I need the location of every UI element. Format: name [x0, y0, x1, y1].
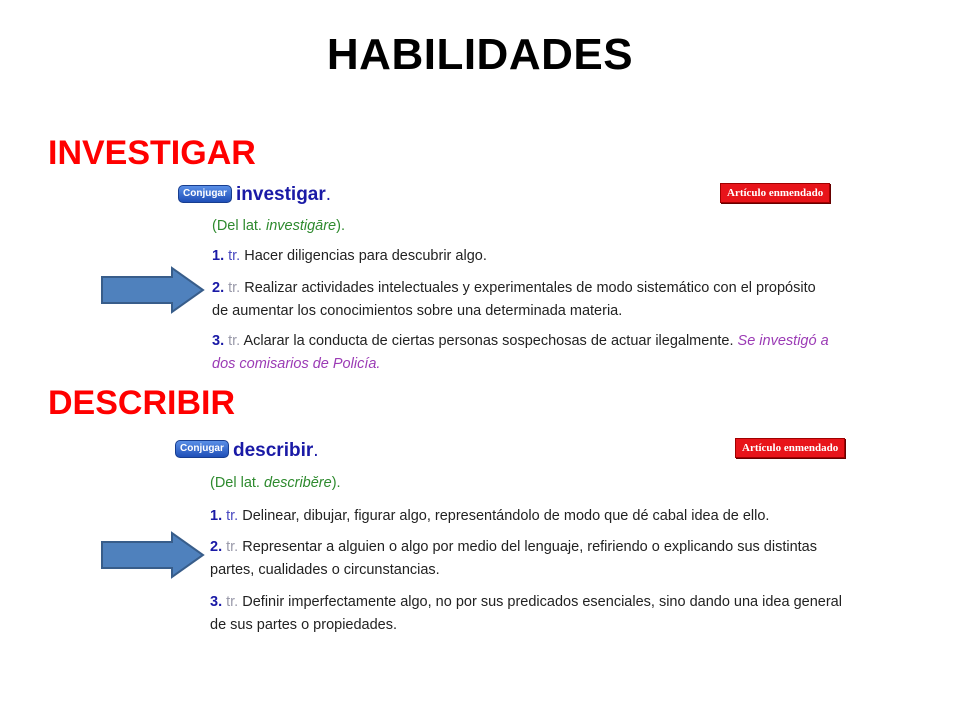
amended-article-badge[interactable]: Artículo enmendado — [735, 438, 845, 458]
sense-grammar: tr. — [226, 539, 239, 555]
sense-1 — [210, 505, 860, 528]
sense-grammar: tr. — [226, 508, 239, 524]
sense-grammar: tr. — [228, 333, 241, 349]
sense-grammar: tr. — [228, 248, 241, 264]
etym-suffix: ). — [336, 218, 345, 234]
sense-text: Realizar actividades intelectuales y experimentales de modo sistemático con el propósito de aumentar los conocimientos sobre una determinada materia. — [212, 280, 816, 319]
sense-2 — [210, 536, 850, 582]
etym-latin: investigāre — [266, 218, 337, 234]
sense-text: Definir imperfectamente algo, no por sus predicados esenciales, sino dando una idea general de sus partes o propiedades. — [210, 594, 842, 633]
section-heading-investigar: INVESTIGAR — [48, 134, 256, 172]
sense-number: 2. — [210, 539, 223, 555]
etymology — [210, 475, 341, 491]
sense-number: 3. — [210, 594, 223, 610]
conjugate-button[interactable]: Conjugar — [175, 440, 229, 458]
lemma-word: investigar — [236, 184, 326, 205]
entry-lemma — [233, 440, 319, 462]
sense-text: Delinear, dibujar, figurar algo, representándolo de modo que dé cabal idea de ello. — [242, 508, 770, 524]
entry-lemma — [236, 184, 331, 206]
sense-grammar: tr. — [226, 594, 239, 610]
dictionary-entry-describir — [170, 432, 870, 642]
arrow-right-icon — [100, 266, 206, 314]
sense-1 — [212, 245, 832, 268]
sense-2 — [212, 277, 832, 323]
sense-text: Aclarar la conducta de ciertas personas sospechosas de actuar ilegalmente. — [243, 333, 734, 349]
sense-number: 3. — [212, 333, 225, 349]
sense-number: 2. — [212, 280, 225, 296]
lemma-word: describir — [233, 440, 314, 461]
sense-example: Se investigó a dos comisarios de Policía. — [212, 333, 829, 372]
etym-prefix: (Del lat. — [210, 475, 264, 491]
slide-title: HABILIDADES — [326, 30, 634, 79]
section-heading-describir: DESCRIBIR — [48, 384, 236, 422]
sense-3 — [212, 330, 837, 376]
lemma-suffix: . — [313, 440, 319, 461]
etymology — [212, 218, 345, 234]
etym-suffix: ). — [331, 475, 341, 491]
sense-3 — [210, 591, 855, 637]
lemma-suffix: . — [325, 184, 332, 205]
etym-prefix: (Del lat. — [212, 218, 266, 234]
sense-text: Representar a alguien o algo por medio del lenguaje, refiriendo o explicando sus distintas partes, cualidades o circunstancias. — [210, 539, 817, 578]
conjugate-button[interactable]: Conjugar — [178, 185, 232, 203]
sense-number: 1. — [210, 508, 223, 524]
amended-article-badge[interactable]: Artículo enmendado — [720, 183, 830, 203]
sense-grammar: tr. — [228, 280, 241, 296]
arrow-right-icon — [100, 531, 206, 579]
sense-number: 1. — [212, 248, 225, 264]
sense-text: Hacer diligencias para descubrir algo. — [244, 248, 487, 264]
etym-latin: describĕre — [264, 475, 332, 491]
dictionary-entry-investigar — [170, 178, 850, 374]
